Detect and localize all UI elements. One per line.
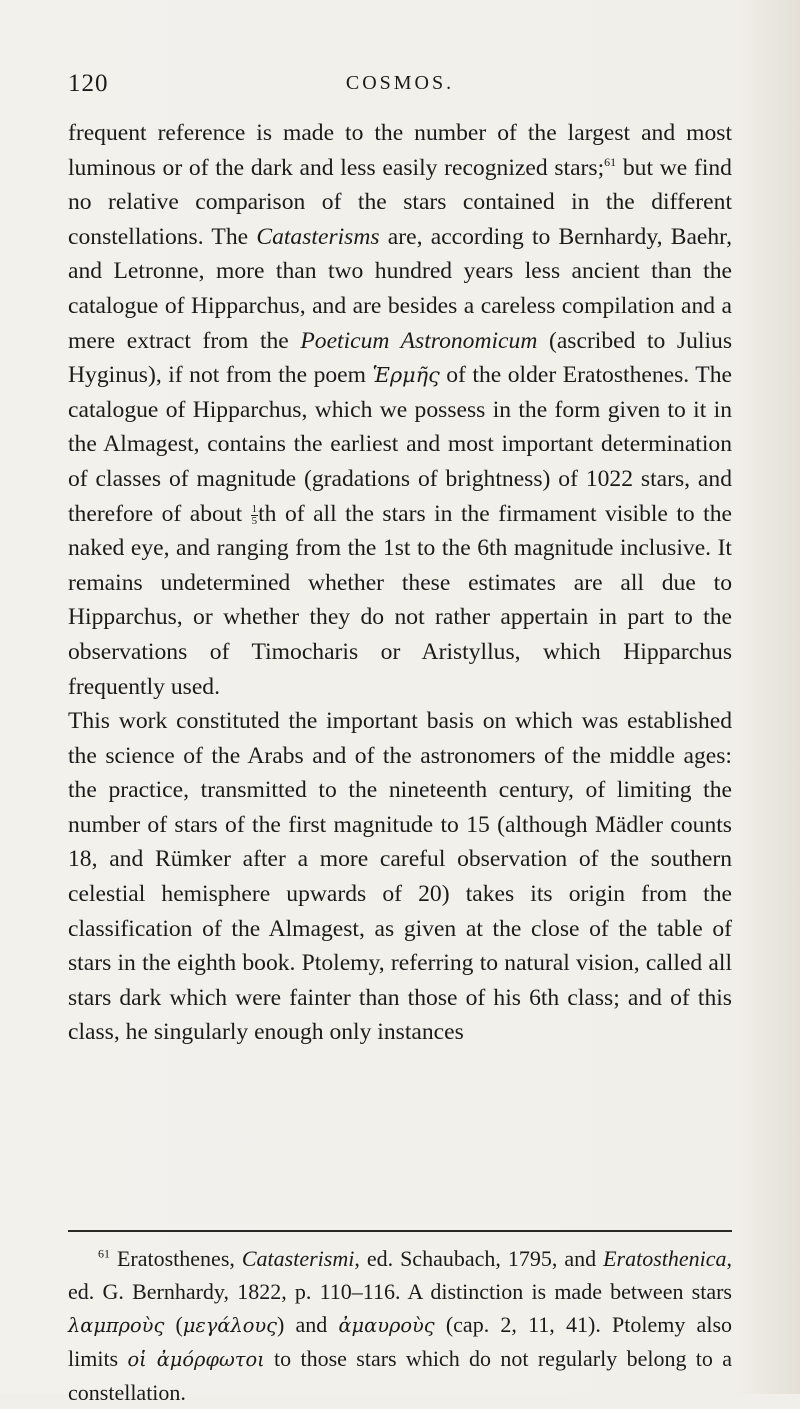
eratosthenica-title: Eratosthenica [603, 1246, 727, 1271]
text-run: ) and [276, 1312, 339, 1337]
footnote-marker: 61 [98, 1246, 110, 1261]
fraction-denominator: 5 [251, 514, 258, 527]
text-run: th of all the stars in the firmament visible to the naked eye, and ranging from the 1st to the 6th magnitude inclusive. It remains undetermined whether these estimates are all due to Hipparchus, or whether they do not rather appertain in part to the observations of Timocharis or Aristyllus, which Hipparchus frequently used. [68, 500, 732, 700]
text-run: , ed. Schaubach, 1795, and [354, 1246, 604, 1271]
running-title: COSMOS. [345, 72, 455, 94]
greek-word: λαμπροὺς [68, 1314, 165, 1337]
catasterisms-title: Catasterisms [256, 223, 380, 250]
greek-word: ἀμαυροὺς [338, 1314, 435, 1337]
text-run: to those stars which do not regularly belong to a constellation. [68, 1346, 733, 1405]
text-run: are, according to Bernhardy, Baehr, and Letronne, more than two hundred years less ancient than the catalogue of Hipparchus, and are besides a careless compilation and a mere extract from the [68, 223, 732, 354]
paragraph-2: This work constituted the important basis on which was established the science of the Arabs and of the astronomers of the middle ages: the practice, transmitted to the nineteenth century, of limiting the number of stars of the first magnitude to 15 (although Mädler counts 18, and Rümker after a more careful observation of the southern celestial hemisphere upwards of 20) takes its origin from the classification of the Almagest, as given at the close of the table of stars in the eighth book. Ptolemy, referring to natural vision, called all stars dark which were fainter than those of his 6th class; and of this class, he singularly enough only instances [68, 708, 732, 1046]
main-text [68, 116, 732, 1050]
text-run: but we find no relative comparison of the stars contained in the different constellations. The [68, 154, 732, 250]
text-run: , ed. G. Bernhardy, 1822, p. 110–116. A distinction is made between stars [68, 1246, 733, 1304]
text-run: of the older Eratosthenes. The catalogue of Hipparchus, which we possess in the form given to it in the Almagest, contains the earliest and most important determination of classes of magnitude (gradations of brightness) of 1022 stars, and therefore of about [68, 362, 732, 527]
footnote-divider [68, 1230, 732, 1232]
greek-word: μεγάλους [182, 1314, 277, 1337]
fraction-numerator: 1 [251, 502, 258, 515]
text-run: Eratosthenes, [110, 1246, 242, 1271]
text-run: (cap. 2, 11, 41). Ptolemy also limits [68, 1312, 732, 1371]
catasterismi-title: Catasterismi [241, 1246, 355, 1271]
greek-word: οἱ ἀμόρφωτοι [127, 1348, 265, 1371]
footnotes [68, 1242, 732, 1409]
page-number: 120 [68, 70, 109, 97]
paragraph-1 [68, 116, 732, 704]
text-run: ( [164, 1312, 183, 1337]
poeticum-title: Poeticum Astronomicum [300, 327, 538, 354]
footnote-reference: 61 [604, 154, 617, 169]
greek-word-hermes: Ἑρμῆς [372, 363, 440, 388]
text-run: (ascribed to Julius Hyginus), if not from the poem [68, 327, 733, 389]
fraction-one-fifth [251, 504, 259, 527]
page-header [68, 70, 732, 100]
footnote-61 [68, 1242, 732, 1409]
text-run: frequent reference is made to the number of the largest and most luminous or of the dark and less easily recognized stars; [68, 120, 732, 181]
